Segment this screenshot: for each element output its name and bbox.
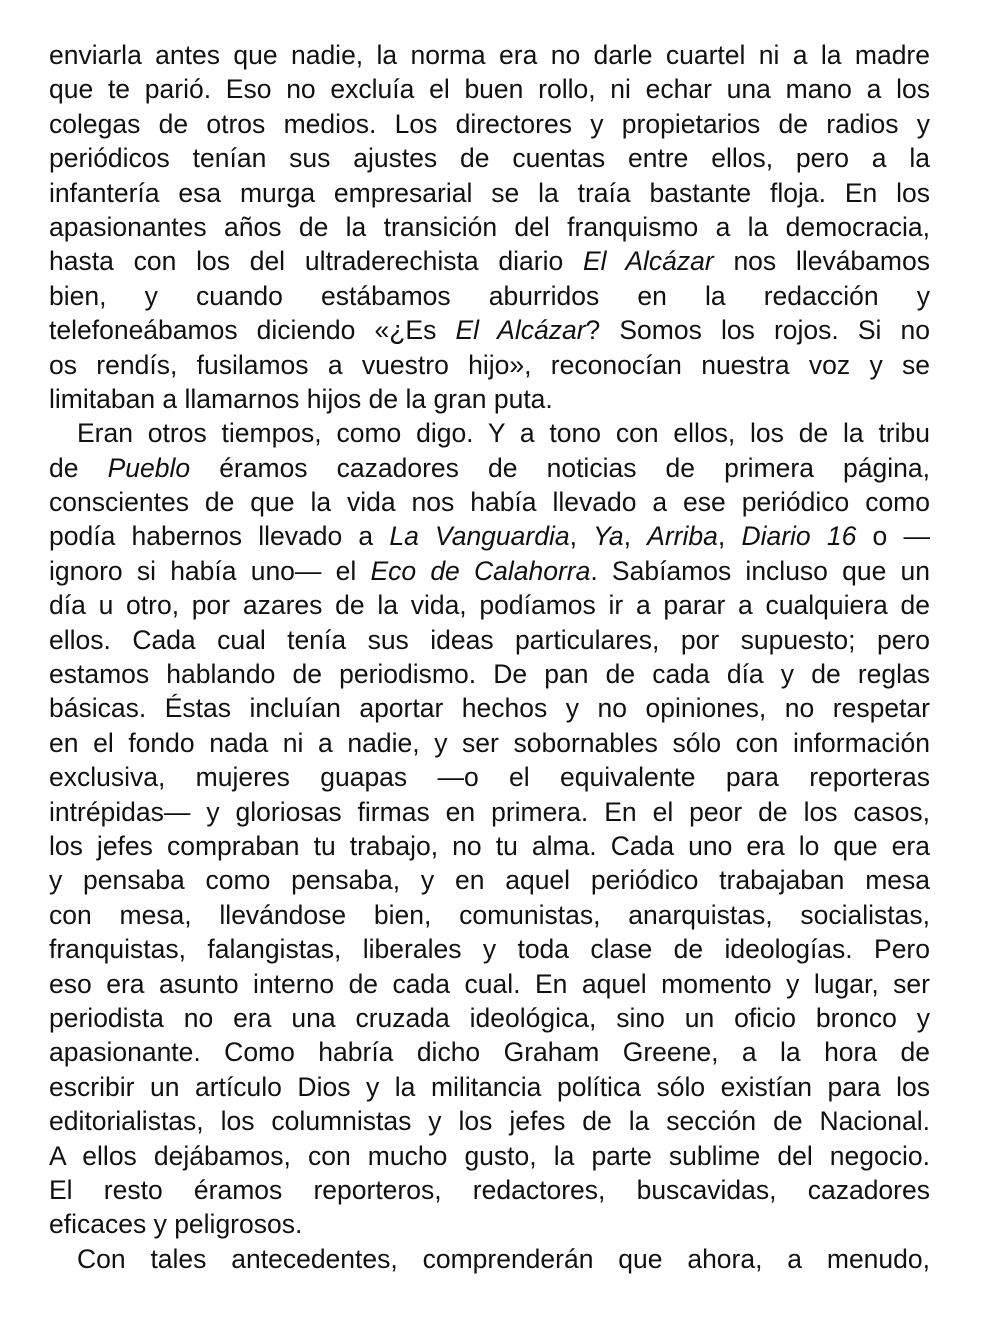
text-line: Eran otros tiempos, como digo. Y a tono con ellos, los de la tribu bbox=[77, 418, 930, 449]
paragraph-2 bbox=[49, 416, 930, 1241]
text-line: en el fondo nada ni a nadie, y ser sobornables sólo con información bbox=[49, 727, 930, 758]
newspaper-title: Eco de Calahorra bbox=[370, 555, 591, 586]
text-line: intrépidas— y gloriosas firmas en primera. En el peor de los casos, bbox=[49, 796, 930, 827]
text-line: estamos hablando de periodismo. De pan de cada día y de reglas bbox=[49, 659, 930, 690]
text-line: Con tales antecedentes, comprenderán que ahora, a menudo, bbox=[77, 1243, 930, 1274]
newspaper-title: La Vanguardia bbox=[389, 521, 570, 552]
text-line: El resto éramos reporteros, redactores, buscavidas, cazadores bbox=[49, 1174, 930, 1205]
text-line: los jefes compraban tu trabajo, no tu alma. Cada uno era lo que era bbox=[49, 830, 930, 861]
paragraph-3 bbox=[49, 1242, 930, 1276]
text-line: hasta con los del ultraderechista diario El Alcázar nos llevábamos bbox=[49, 246, 930, 277]
newspaper-title: Pueblo bbox=[107, 452, 191, 483]
text-line: periodista no era una cruzada ideológica, sino un oficio bronco y bbox=[49, 1002, 930, 1033]
text-line: telefoneábamos diciendo «¿Es El Alcázar? Somos los rojos. Si no bbox=[49, 315, 930, 346]
text-line: ignoro si había uno— el Eco de Calahorra. Sabíamos incluso que un bbox=[49, 555, 930, 586]
text-line: escribir un artículo Dios y la militancia política sólo existían para los bbox=[49, 1071, 930, 1102]
text-line: bien, y cuando estábamos aburridos en la redacción y bbox=[49, 280, 930, 311]
text-line: limitaban a llamarnos hijos de la gran puta. bbox=[49, 383, 553, 414]
text-line: periódicos tenían sus ajustes de cuentas entre ellos, pero a la bbox=[49, 143, 930, 174]
text-line: básicas. Éstas incluían aportar hechos y no opiniones, no respetar bbox=[49, 693, 930, 724]
text-line: apasionantes años de la transición del franquismo a la democracia, bbox=[49, 211, 930, 242]
text-line: franquistas, falangistas, liberales y toda clase de ideologías. Pero bbox=[49, 934, 930, 965]
text-line: enviarla antes que nadie, la norma era no darle cuartel ni a la madre bbox=[49, 40, 930, 70]
text-line: apasionante. Como habría dicho Graham Greene, a la hora de bbox=[49, 1037, 930, 1068]
text-line: podía habernos llevado a La Vanguardia, Ya, Arriba, Diario 16 o — bbox=[49, 521, 930, 552]
newspaper-title: Ya bbox=[593, 521, 624, 552]
text-line: eso era asunto interno de cada cual. En aquel momento y lugar, ser bbox=[49, 968, 930, 999]
text-line: con mesa, llevándose bien, comunistas, anarquistas, socialistas, bbox=[49, 899, 930, 930]
newspaper-title: Diario 16 bbox=[741, 521, 857, 552]
text-line: infantería esa murga empresarial se la traía bastante floja. En los bbox=[49, 177, 930, 208]
newspaper-title: El Alcázar bbox=[455, 315, 586, 346]
text-line: ellos. Cada cual tenía sus ideas particulares, por supuesto; pero bbox=[49, 624, 930, 655]
text-line: y pensaba como pensaba, y en aquel periódico trabajaban mesa bbox=[49, 865, 930, 896]
text-line: que te parió. Eso no excluía el buen rollo, ni echar una mano a los bbox=[49, 74, 930, 105]
text-line: colegas de otros medios. Los directores y propietarios de radios y bbox=[49, 108, 930, 139]
page-body bbox=[49, 38, 930, 1276]
newspaper-title: Arriba bbox=[647, 521, 718, 552]
text-line: exclusiva, mujeres guapas —o el equivalente para reporteras bbox=[49, 762, 930, 793]
text-line: de Pueblo éramos cazadores de noticias de primera página, bbox=[49, 452, 930, 483]
text-line: editorialistas, los columnistas y los jefes de la sección de Nacional. bbox=[49, 1106, 930, 1137]
text-line: A ellos dejábamos, con mucho gusto, la parte sublime del negocio. bbox=[49, 1140, 930, 1171]
text-line: os rendís, fusilamos a vuestro hijo», reconocían nuestra voz y se bbox=[49, 349, 930, 380]
paragraph-1 bbox=[49, 38, 930, 416]
text-line: día u otro, por azares de la vida, podíamos ir a parar a cualquiera de bbox=[49, 590, 930, 621]
text-line: eficaces y peligrosos. bbox=[49, 1209, 303, 1240]
text-line: conscientes de que la vida nos había llevado a ese periódico como bbox=[49, 487, 930, 518]
newspaper-title: El Alcázar bbox=[582, 246, 714, 277]
